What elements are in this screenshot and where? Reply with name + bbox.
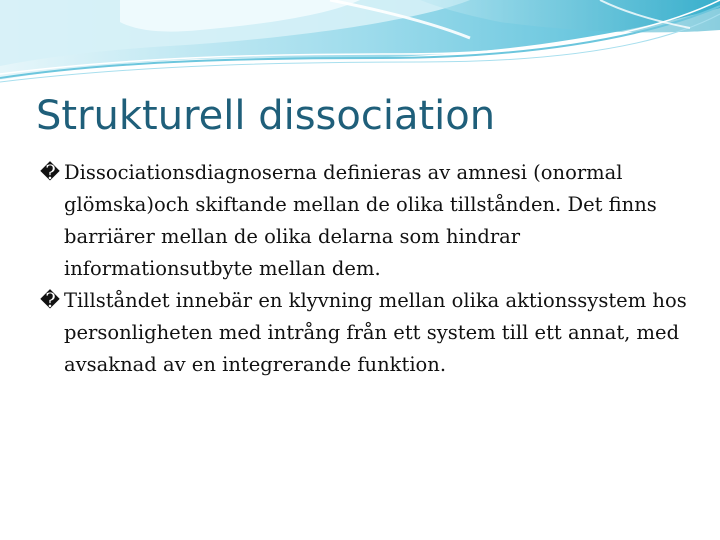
bullet-list [40,157,700,381]
bullet-item [40,285,700,381]
bullet-marker-icon: � [40,289,60,312]
slide-title: Strukturell dissociation [36,93,496,139]
bullet-text: Dissociationsdiagnoserna definieras av amnesi (onormal glömska)och skiftande mellan de olika tillstånden. Det finns barriärer mellan de olika delarna som hindrar informationsutbyte mellan dem. [64,161,657,280]
bullet-marker-icon: � [40,161,60,184]
bullet-text: Tillståndet innebär en klyvning mellan olika aktionssystem hos personligheten med intrång från ett system till ett annat, med avsaknad av en integrerande funktion. [64,289,687,376]
bullet-item [40,157,700,285]
wave-banner-decoration [0,0,720,90]
